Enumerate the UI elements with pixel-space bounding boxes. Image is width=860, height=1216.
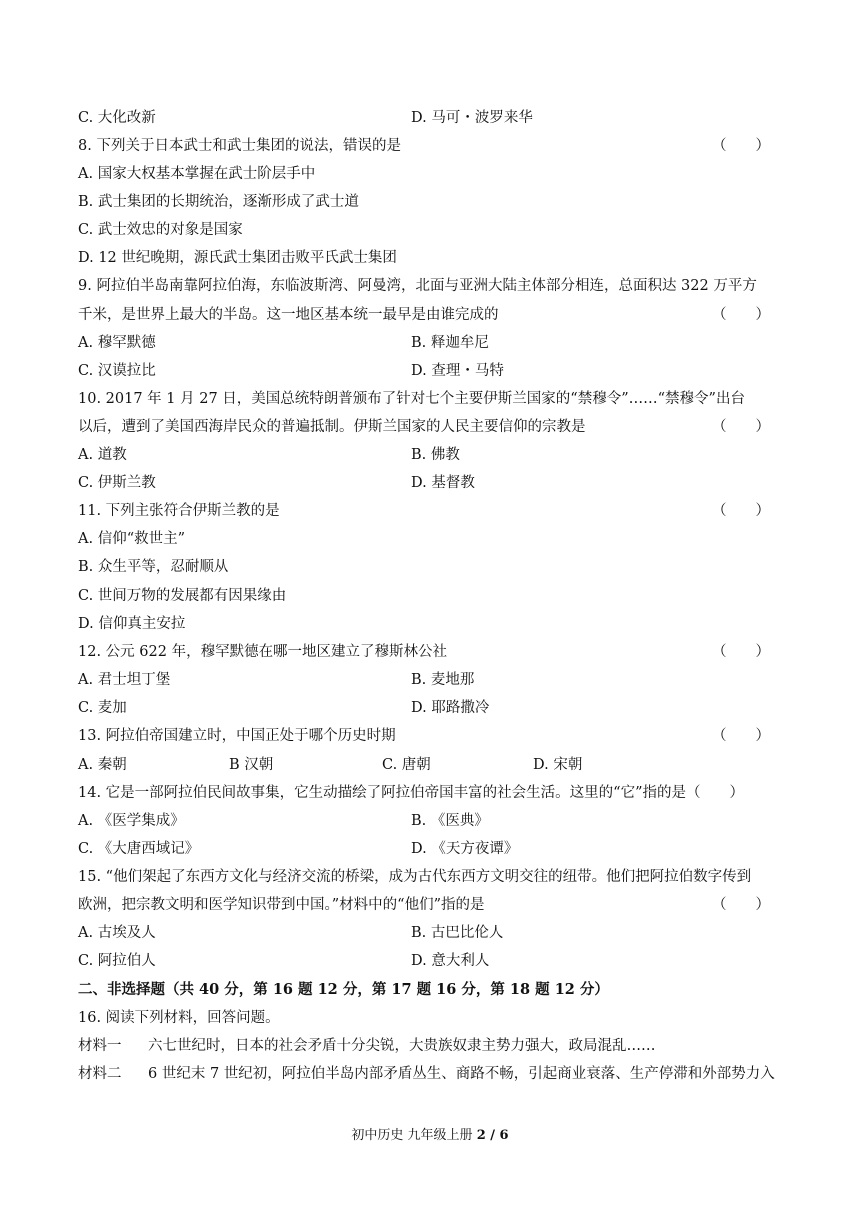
option-c: C. 伊斯兰教 [78, 475, 156, 491]
option-b: B. 《医典》 [411, 813, 489, 829]
option-d: D. 《天方夜谭》 [411, 841, 519, 857]
question-text: 8. 下列关于日本武士和武士集团的说法，错误的是 [78, 138, 401, 154]
option-b: B. 古巴比伦人 [411, 925, 504, 941]
option-a: A. 道教 [78, 447, 127, 463]
option-d: D. 耶路撒冷 [411, 700, 490, 716]
q8-option-c: C. 武士效忠的对象是国家 [78, 222, 243, 238]
answer-blank: （ ） [712, 897, 770, 913]
option-b: B. 佛教 [411, 447, 460, 463]
q10-options-ab [78, 441, 782, 469]
option-d: D. 查理・马特 [411, 363, 504, 379]
option-d: D. 意大利人 [411, 953, 490, 969]
question-text: 以后，遭到了美国西海岸民众的普遍抵制。伊斯兰国家的人民主要信仰的宗教是 [78, 419, 586, 435]
q11-option-b: B. 众生平等，忍耐顺从 [78, 559, 229, 575]
question-text: 12. 公元 622 年，穆罕默德在哪一地区建立了穆斯林公社 [78, 644, 448, 660]
question-text: 13. 阿拉伯帝国建立时，中国正处于哪个历史时期 [78, 728, 396, 744]
question-text: 欧洲，把宗教文明和医学知识带到中国。”材料中的“他们”指的是 [78, 897, 485, 913]
question-13 [78, 722, 782, 750]
option-c: C. 阿拉伯人 [78, 953, 156, 969]
q14-options-cd [78, 835, 782, 863]
q11-option-d: D. 信仰真主安拉 [78, 616, 186, 632]
option-c: C. 《大唐西域记》 [78, 841, 200, 857]
section-heading: 二、非选择题（共 40 分，第 16 题 12 分，第 17 题 16 分，第 18 题 12 分） [78, 981, 609, 998]
option-d: D. 马可・波罗来华 [411, 110, 533, 126]
q12-options-ab [78, 666, 782, 694]
question-9-line2 [78, 301, 782, 329]
option-b: B. 麦地那 [411, 672, 475, 688]
material-text: 6 世纪末 7 世纪初，阿拉伯半岛内部矛盾丛生、商路不畅，引起商业衰落、生产停滞和外部势力入 [148, 1066, 775, 1082]
q8-option-a: A. 国家大权基本掌握在武士阶层手中 [78, 166, 316, 182]
question-8 [78, 132, 782, 160]
answer-blank: （ ） [712, 138, 770, 154]
option-a: A. 秦朝 [78, 757, 127, 773]
question-10-line2 [78, 413, 782, 441]
q9-options-cd [78, 357, 782, 385]
q15-options-ab [78, 919, 782, 947]
q8-option-d: D. 12 世纪晚期，源氏武士集团击败平氏武士集团 [78, 250, 397, 266]
question-12 [78, 638, 782, 666]
option-a: A. 古埃及人 [78, 925, 156, 941]
q11-option-a: A. 信仰“救世主” [78, 531, 186, 547]
option-c: C. 汉谟拉比 [78, 363, 156, 379]
q13-options [78, 751, 782, 779]
q14-options-ab [78, 807, 782, 835]
option-b: B 汉朝 [229, 757, 274, 773]
question-16: 16. 阅读下列材料，回答问题。 [78, 1010, 280, 1026]
material-1 [78, 1032, 782, 1060]
option-d: D. 宋朝 [533, 757, 583, 773]
option-c: C. 麦加 [78, 700, 127, 716]
q8-option-b: B. 武士集团的长期统治，逐渐形成了武士道 [78, 194, 359, 210]
option-a: A. 《医学集成》 [78, 813, 185, 829]
option-c: C. 唐朝 [382, 757, 431, 773]
q10-options-cd [78, 469, 782, 497]
material-text: 六七世纪时，日本的社会矛盾十分尖锐，大贵族奴隶主势力强大，政局混乱…… [148, 1038, 656, 1054]
q7-options-cd [78, 104, 782, 132]
q12-options-cd [78, 694, 782, 722]
option-c: C. 大化改新 [78, 110, 156, 126]
footer-course: 初中历史 九年级上册 [351, 1128, 477, 1143]
answer-blank: （ ） [712, 728, 770, 744]
answer-blank: （ ） [712, 307, 770, 323]
answer-blank: （ ） [712, 419, 770, 435]
question-14: 14. 它是一部阿拉伯民间故事集，它生动描绘了阿拉伯帝国丰富的社会生活。这里的“它”指的是（ ） [78, 785, 744, 801]
answer-blank: （ ） [712, 503, 770, 519]
material-2 [78, 1060, 782, 1088]
question-9-line1: 9. 阿拉伯半岛南靠阿拉伯海，东临波斯湾、阿曼湾，北面与亚洲大陆主体部分相连，总面积达 322 万平方 [78, 278, 757, 294]
footer-page-number: 2 / 6 [476, 1128, 509, 1143]
question-15-line2 [78, 891, 782, 919]
page-footer [0, 1126, 860, 1146]
material-label: 材料二 [78, 1066, 122, 1082]
option-a: A. 君士坦丁堡 [78, 672, 171, 688]
option-d: D. 基督教 [411, 475, 475, 491]
question-10-line1: 10. 2017 年 1 月 27 日，美国总统特朗普颁布了针对七个主要伊斯兰国家的“禁穆令”……“禁穆令”出台 [78, 391, 745, 407]
question-text: 千米，是世界上最大的半岛。这一地区基本统一最早是由谁完成的 [78, 307, 499, 323]
question-text: 11. 下列主张符合伊斯兰教的是 [78, 503, 280, 519]
question-11 [78, 497, 782, 525]
question-15-line1: 15. “他们架起了东西方文化与经济交流的桥梁，成为古代东西方文明交往的纽带。他们把阿拉伯数字传到 [78, 869, 752, 885]
material-label: 材料一 [78, 1038, 122, 1054]
option-b: B. 释迦牟尼 [411, 335, 489, 351]
q11-option-c: C. 世间万物的发展都有因果缘由 [78, 588, 287, 604]
q9-options-ab [78, 329, 782, 357]
answer-blank: （ ） [712, 644, 770, 660]
option-a: A. 穆罕默德 [78, 335, 156, 351]
q15-options-cd [78, 947, 782, 975]
